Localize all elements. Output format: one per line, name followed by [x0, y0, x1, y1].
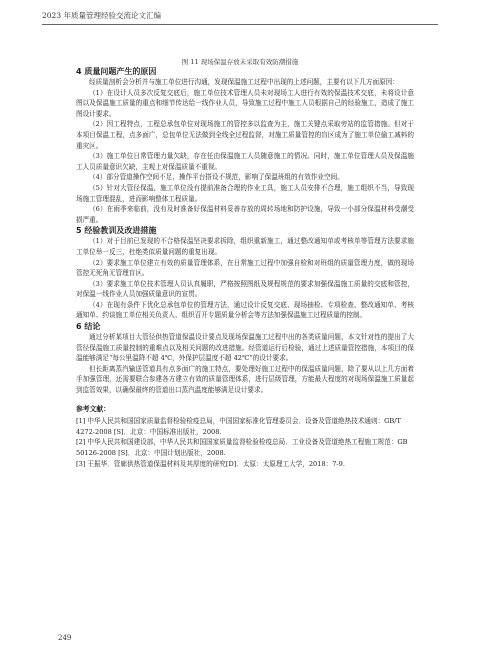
- reference-item: [1] 中华人民共和国国家质量监督检验检疫总局，中国国家标准化管理委员会．设备及管道绝热技术通则：GB/T 4272-2008 [S]．北京：中国标准出版社，2008.: [76, 417, 401, 436]
- section-5-item: （1）对于目前已发现的不合格保温坚决要求拆除，组织重新施工，通过整改通知单或考核单等管理方法要求施工单位举一反三，杜绝类似质量问题的重复出现。: [76, 237, 414, 256]
- section-5-item: （4）在现有条件下优化总承包单位的管理方法，通过设计反复交底、现场抽检、专项检查、整改通知单、考核通知单、约谈施工单位相关负责人、组织召开专题质量分析会等方法加强保温施工过程质量的控制。: [76, 300, 414, 320]
- reference-item: [3] 王振华．管廊供热管道保温材料及其厚度的研究[D]．太原：太原理工大学，2018：7-9.: [76, 459, 345, 468]
- references-heading: 参考文献：: [76, 404, 110, 413]
- section-4-intro: 经质量剖析会分析并与施工单位进行沟通，发现保温施工过程中出现的上述问题，主要有以下几方面原因：: [89, 78, 399, 86]
- section-5-item: （2）要求施工单位建立有效的质量管理体系，在日常施工过程中加强自检和对班组的质量管理力度，做的现场管控无死角无管理盲区。: [76, 258, 414, 278]
- figure-caption: 图 11 现场保温存放未采取有效防潮措施: [181, 58, 299, 66]
- section-5-item: （3）要求施工单位技术管理人员认真履职，严格按照图纸及规程规范的要求加强保温施工质量的交底和管控，对保温一线作业人员加强质量意识的宣贯。: [76, 279, 414, 299]
- section-4-item: （5）针对大管径保温，施工单位没有提前准备合理的作业工具，施工人员安排不合理，施工组织不当，导致现场施工管理混乱，进而影响整体工程质量。: [76, 183, 414, 203]
- section-4-item: （6）在雨季来临前，没有及时准备好保温材料妥善存放的周转场地和防护设施，导致一小部分保温材料受潮受损严重。: [76, 205, 414, 224]
- section-4-item: （1）在设计人员多次反复交底后，施工单位技术管理人员未对现场工人进行有效的保温技术交底，未将设计意图以及保温施工质量的重点和细节传达给一线作业人员，导致施工过程中施工人员根据自己的经验施工，造成了施工图设计要求。: [76, 88, 414, 118]
- page-number: 249: [58, 634, 72, 642]
- section-6-heading: 6 结论: [76, 322, 101, 332]
- running-header: 2023 年质量管理经验交流论文汇编: [42, 11, 161, 20]
- conclusion-paragraph: 通过分析某项目大管径供热管道保温设计要点及现场保温施工过程中出的各类质量问题，本文针对性的提出了大管径保温施工质量控制的重难点以及相关问题的改进措施。经管道运行后检验，通过上述质量管控措施，本项目的保温能够满足“每公里温降不超 4℃，外保护层温度不超 42℃”的设计要求。: [76, 333, 414, 363]
- section-4-item: （4）部分管道操作空间不足，操作平台搭设不规范，影响了保温班组的有效作业空间。: [89, 173, 344, 182]
- header-rule: [42, 24, 438, 25]
- body-text: [76, 66, 414, 469]
- section-5-heading: 5 经验教训及改进措施: [76, 226, 157, 236]
- section-4-item: （2）因工程特点，工程总承包单位对现场施工的管控多以监查为主，施工关键点采取旁站的监管措施。但对于本项目保温工程，点多面广，总包单位无法做到全线全过程监督，对施工质量管控的盲区成为了施工单位偷工减料的重灾区。: [76, 120, 414, 150]
- reference-item: [2] 中华人民共和国建设部，中华人民共和国国家质量监督检验检疫总局．工业设备及管道绝热工程施工规范：GB 50126-2008 [S]．北京：中国计划出版社，2008.: [76, 438, 408, 457]
- conclusion-paragraph: 但长距离蒸汽输送管道具有点多面广的施工特点，要处理好施工过程中的保温质量问题，除了要从以上几方面着手加强管理，还需要联合参建各方建立有效的质量管理体系，进行层级管理，方能最大程度的对现场保温施工质量起到监管效果，以确保最终的管道出口蒸汽温度能够满足设计要求。: [76, 364, 414, 395]
- section-4-item: （3）施工单位日常管理力量欠缺，存在任由保温施工人员随意施工的情况。同时，施工单位管理人员及保温施工人员质量意识欠缺，主观上对保温质量不重视。: [76, 152, 414, 171]
- section-4-heading: 4 质量问题产生的原因: [76, 67, 157, 76]
